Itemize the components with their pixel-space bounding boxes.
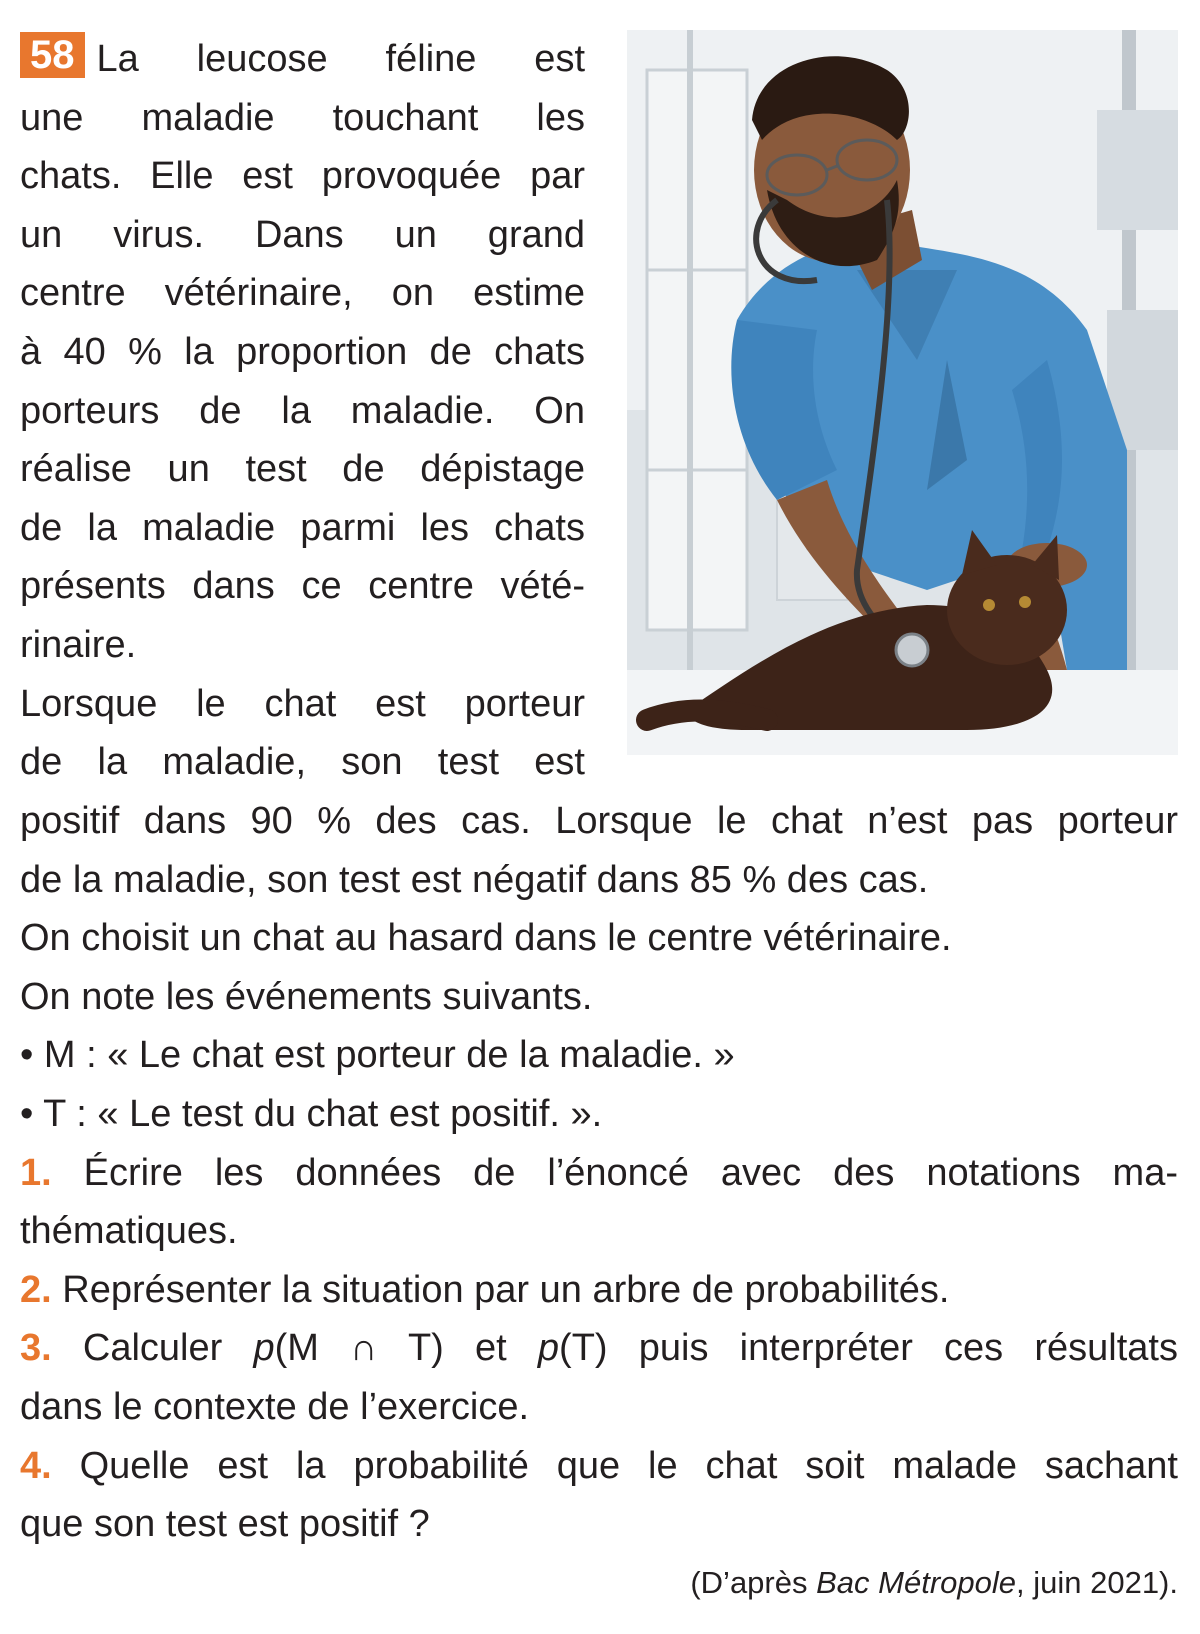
intro-first-text: La leucose féline est (96, 38, 585, 80)
event-m-line: • M : « Le chat est porteur de la maladie. » (20, 1034, 735, 1077)
intro-line: à 40 % la proportion de chats (20, 330, 585, 373)
intro-line: un virus. Dans un grand (20, 213, 585, 256)
exercise-number-badge: 58 (20, 32, 85, 78)
event-t-line: • T : « Le test du chat est positif. ». (20, 1092, 603, 1135)
intro-line: réalise un test de dépistage (20, 448, 585, 491)
question-number: 1. (20, 1151, 52, 1194)
question-3-cont: dans le contexte de l’exercice. (20, 1385, 530, 1428)
intro-line: de la maladie parmi les chats (20, 506, 585, 549)
question-4 (20, 1437, 1178, 1496)
source-prefix: (D’après (690, 1565, 817, 1600)
question-3 (20, 1319, 1178, 1378)
para2-line: Lorsque le chat est porteur (20, 682, 585, 725)
body-line: de la maladie, son test est négatif dans 85 % des cas. (20, 858, 929, 901)
body-line: On note les événements suivants. (20, 975, 593, 1018)
question-2 (20, 1261, 1178, 1320)
intro-line: une maladie touchant les (20, 96, 585, 139)
intro-line: centre vétérinaire, on estime (20, 272, 585, 315)
intro-line: chats. Elle est provoquée par (20, 155, 585, 198)
prob-symbol: p (253, 1327, 275, 1370)
para2-line: de la maladie, son test est (20, 741, 585, 784)
question-number: 4. (20, 1444, 52, 1487)
intro-line: rinaire. (20, 623, 137, 666)
source-suffix: , juin 2021). (1016, 1565, 1178, 1600)
question-text: Écrire les données de l’énoncé avec des notations ma- (51, 1151, 1178, 1194)
question-number: 3. (20, 1327, 52, 1370)
question-text: (T) puis interpréter ces résultats (559, 1327, 1178, 1370)
source-title: Bac Métropole (816, 1565, 1016, 1600)
question-text: Quelle est la probabilité que le chat soit malade sachant (51, 1444, 1178, 1487)
body-line: On choisit un chat au hasard dans le centre vétérinaire. (20, 917, 952, 960)
prob-symbol: p (537, 1327, 560, 1370)
body-line: positif dans 90 % des cas. Lorsque le chat n’est pas porteur (20, 800, 1178, 842)
question-text: Représenter la situation par un arbre de probabilités. (51, 1268, 950, 1311)
exercise-body (20, 792, 1178, 1554)
intro-line: présents dans ce centre vété- (20, 565, 585, 608)
intro-line: porteurs de la maladie. On (20, 389, 585, 432)
intro-column (20, 30, 585, 792)
question-text: Calculer (51, 1327, 254, 1370)
question-4-cont: que son test est positif ? (20, 1503, 430, 1546)
question-1 (20, 1144, 1178, 1203)
source-citation (690, 1563, 1178, 1603)
intro-first-line (20, 30, 585, 89)
question-number: 2. (20, 1268, 52, 1311)
veterinarian-cat-photo (627, 30, 1178, 755)
question-text: (M ∩ T) et (274, 1327, 538, 1370)
question-1-cont: thématiques. (20, 1210, 238, 1253)
